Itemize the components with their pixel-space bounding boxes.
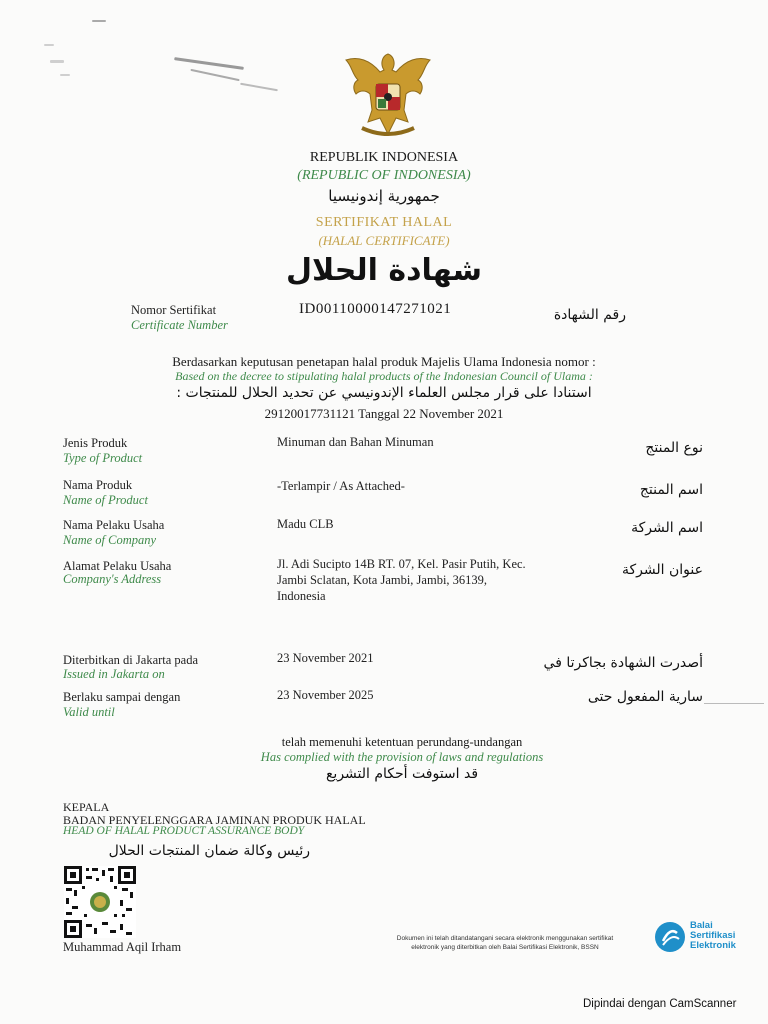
country-title-en: (REPUBLIC OF INDONESIA) xyxy=(297,168,471,183)
decree-text-en: Based on the decree to stipulating halal products of the Indonesian Council of Ulama : xyxy=(175,369,593,383)
field-label-ar: عنوان الشركة xyxy=(622,562,703,578)
field-label-en: Type of Product xyxy=(63,451,143,465)
qr-code-icon xyxy=(64,866,136,938)
scan-line xyxy=(704,703,764,704)
field-value: Minuman dan Bahan Minuman xyxy=(277,435,434,449)
country-title: REPUBLIK INDONESIA xyxy=(309,150,459,165)
bsre-logo-text xyxy=(690,921,736,951)
field-label-ar: نوع المنتج xyxy=(645,440,703,456)
compliance-text: telah memenuhi ketentuan perundang-undangan xyxy=(281,735,523,749)
valid-date: 23 November 2025 xyxy=(277,688,374,702)
field-value-line: Indonesia xyxy=(277,589,326,603)
field-label: Nama Produk xyxy=(63,478,133,492)
certificate-number-label: Nomor Sertifikat xyxy=(131,303,217,317)
certificate-title-en: (HALAL CERTIFICATE) xyxy=(318,233,450,248)
issued-date: 23 November 2021 xyxy=(277,651,374,665)
bsre-logo-icon xyxy=(654,921,686,953)
compliance-text-en: Has complied with the provision of laws and regulations xyxy=(260,750,544,764)
issued-label: Diterbitkan di Jakarta pada xyxy=(63,653,199,667)
certificate-number-label-en: Certificate Number xyxy=(131,318,228,332)
field-value-line: Jambi Sclatan, Kota Jambi, Jambi, 36139, xyxy=(277,573,488,587)
valid-label-ar: سارية المفعول حتى xyxy=(587,689,703,705)
compliance-text-ar: قد استوفت أحكام التشريع xyxy=(325,766,479,782)
field-label-en: Name of Product xyxy=(63,493,148,507)
certificate-number-value: ID00110000147271021 xyxy=(299,301,452,317)
esign-note xyxy=(360,934,650,952)
bsre-logo-line: Elektronik xyxy=(690,940,736,951)
signatory-agency-ar: رئيس وكالة ضمان المنتجات الحلال xyxy=(108,843,310,859)
field-value-line: Jl. Adi Sucipto 14B RT. 07, Kel. Pasir Putih, Kec. xyxy=(277,557,526,571)
bsre-logo-line: Sertifikasi xyxy=(690,930,736,941)
issued-label-ar: أصدرت الشهادة بجاكرتا في xyxy=(543,655,703,671)
valid-label: Berlaku sampai dengan xyxy=(63,690,181,704)
decree-text-ar: استنادا على قرار مجلس العلماء الإندونيسي عن تحديد الحلال للمنتجات : xyxy=(176,385,592,401)
decree-number: 29120017731121 Tanggal 22 November 2021 xyxy=(264,406,504,421)
field-label-en: Company's Address xyxy=(63,572,162,586)
signatory-agency: BADAN PENYELENGGARA JAMINAN PRODUK HALAL xyxy=(63,813,366,827)
field-label: Jenis Produk xyxy=(63,436,128,450)
issued-label-en: Issued in Jakarta on xyxy=(63,667,165,681)
field-label: Alamat Pelaku Usaha xyxy=(63,559,172,573)
signatory-name: Muhammad Aqil Irham xyxy=(63,940,182,954)
decree-text: Berdasarkan keputusan penetapan halal produk Majelis Ulama Indonesia nomor : xyxy=(172,354,596,369)
field-label-ar: اسم الشركة xyxy=(631,520,703,536)
bsre-logo-line: Balai xyxy=(690,920,713,931)
certificate-title: SERTIFIKAT HALAL xyxy=(315,215,453,230)
esign-note-line: Dokumen ini telah ditandatangani secara elektronik menggunakan sertifikat xyxy=(396,935,614,942)
camscanner-watermark: Dipindai dengan CamScanner xyxy=(583,998,737,1010)
field-label: Nama Pelaku Usaha xyxy=(63,518,165,532)
certificate-title-ar: شهادة الحلال xyxy=(285,253,483,288)
certificate-number-label-ar: رقم الشهادة xyxy=(553,307,626,323)
field-label-ar: اسم المنتج xyxy=(639,482,703,498)
field-label-en: Name of Company xyxy=(63,533,157,547)
esign-note-line: elektronik yang diterbitkan oleh Balai Sertifikasi Elektronik, BSSN xyxy=(411,944,599,951)
field-value: -Terlampir / As Attached- xyxy=(277,479,405,493)
country-title-ar: جمهورية إندونيسيا xyxy=(328,187,440,205)
field-value: Madu CLB xyxy=(277,517,334,531)
signatory-agency-en: HEAD OF HALAL PRODUCT ASSURANCE BODY xyxy=(63,825,305,837)
signatory-title: KEPALA xyxy=(63,800,110,814)
valid-label-en: Valid until xyxy=(63,705,115,719)
garuda-emblem-icon xyxy=(340,50,436,142)
